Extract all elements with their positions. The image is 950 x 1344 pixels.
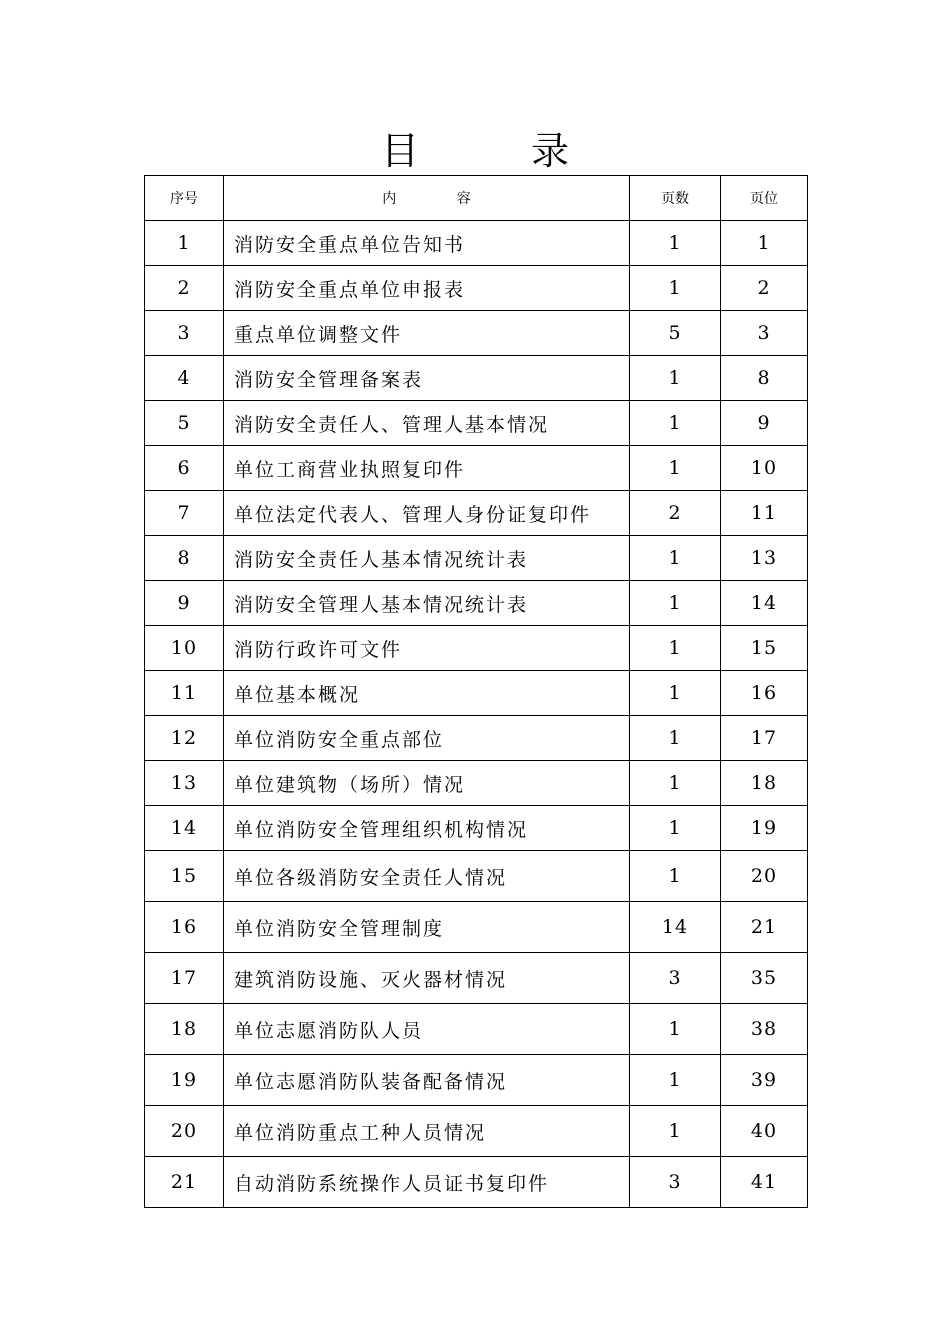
row-pages: 3 — [630, 953, 721, 1004]
row-index: 11 — [145, 671, 224, 716]
row-position: 13 — [721, 536, 808, 581]
row-index: 4 — [145, 356, 224, 401]
row-pages: 1 — [630, 851, 721, 902]
row-position: 15 — [721, 626, 808, 671]
row-index: 19 — [145, 1055, 224, 1106]
table-row — [145, 851, 808, 902]
row-position: 40 — [721, 1106, 808, 1157]
row-content: 单位工商营业执照复印件 — [224, 446, 630, 491]
table-row — [145, 761, 808, 806]
row-content: 单位消防安全管理组织机构情况 — [224, 806, 630, 851]
row-position: 18 — [721, 761, 808, 806]
row-content: 单位消防安全重点部位 — [224, 716, 630, 761]
row-content: 单位志愿消防队装备配备情况 — [224, 1055, 630, 1106]
row-pages: 1 — [630, 221, 721, 266]
table-row — [145, 716, 808, 761]
row-index: 10 — [145, 626, 224, 671]
row-content: 消防安全责任人基本情况统计表 — [224, 536, 630, 581]
row-content: 自动消防系统操作人员证书复印件 — [224, 1157, 630, 1208]
row-position: 3 — [721, 311, 808, 356]
row-pages: 1 — [630, 1106, 721, 1157]
row-pages: 1 — [630, 806, 721, 851]
table-row — [145, 266, 808, 311]
row-content: 单位建筑物（场所）情况 — [224, 761, 630, 806]
table-row — [145, 1004, 808, 1055]
row-position: 8 — [721, 356, 808, 401]
table-row — [145, 953, 808, 1004]
header-content: 内 容 — [224, 176, 630, 221]
row-pages: 1 — [630, 401, 721, 446]
row-position: 35 — [721, 953, 808, 1004]
row-content: 消防安全责任人、管理人基本情况 — [224, 401, 630, 446]
table-row — [145, 311, 808, 356]
row-index: 7 — [145, 491, 224, 536]
header-index: 序号 — [145, 176, 224, 221]
row-pages: 3 — [630, 1157, 721, 1208]
table-body — [145, 221, 808, 1208]
table-row — [145, 581, 808, 626]
table-row — [145, 1055, 808, 1106]
row-index: 14 — [145, 806, 224, 851]
table-header-row — [145, 176, 808, 221]
table-row — [145, 1106, 808, 1157]
header-position: 页位 — [721, 176, 808, 221]
row-pages: 1 — [630, 356, 721, 401]
row-pages: 1 — [630, 1004, 721, 1055]
row-position: 19 — [721, 806, 808, 851]
page-title: 目 录 — [380, 129, 620, 173]
row-index: 20 — [145, 1106, 224, 1157]
row-index: 13 — [145, 761, 224, 806]
row-index: 12 — [145, 716, 224, 761]
table-row — [145, 626, 808, 671]
table-row — [145, 356, 808, 401]
row-index: 16 — [145, 902, 224, 953]
row-index: 6 — [145, 446, 224, 491]
row-content: 消防安全重点单位告知书 — [224, 221, 630, 266]
row-pages: 1 — [630, 446, 721, 491]
row-position: 17 — [721, 716, 808, 761]
row-position: 38 — [721, 1004, 808, 1055]
row-position: 16 — [721, 671, 808, 716]
row-pages: 1 — [630, 266, 721, 311]
row-content: 单位各级消防安全责任人情况 — [224, 851, 630, 902]
table-row — [145, 221, 808, 266]
row-position: 14 — [721, 581, 808, 626]
row-pages: 1 — [630, 1055, 721, 1106]
table-row — [145, 536, 808, 581]
row-pages: 2 — [630, 491, 721, 536]
row-position: 10 — [721, 446, 808, 491]
row-pages: 1 — [630, 761, 721, 806]
table-row — [145, 1157, 808, 1208]
row-index: 8 — [145, 536, 224, 581]
row-pages: 1 — [630, 626, 721, 671]
row-content: 建筑消防设施、灭火器材情况 — [224, 953, 630, 1004]
header-pages: 页数 — [630, 176, 721, 221]
row-index: 9 — [145, 581, 224, 626]
row-content: 单位志愿消防队人员 — [224, 1004, 630, 1055]
row-position: 41 — [721, 1157, 808, 1208]
table-row — [145, 671, 808, 716]
row-pages: 5 — [630, 311, 721, 356]
table-row — [145, 401, 808, 446]
row-index: 21 — [145, 1157, 224, 1208]
row-content: 单位消防重点工种人员情况 — [224, 1106, 630, 1157]
row-position: 11 — [721, 491, 808, 536]
row-index: 3 — [145, 311, 224, 356]
table-row — [145, 806, 808, 851]
row-pages: 14 — [630, 902, 721, 953]
row-content: 单位基本概况 — [224, 671, 630, 716]
table-of-contents — [144, 175, 808, 1208]
row-pages: 1 — [630, 581, 721, 626]
row-index: 18 — [145, 1004, 224, 1055]
row-pages: 1 — [630, 671, 721, 716]
row-position: 39 — [721, 1055, 808, 1106]
row-index: 1 — [145, 221, 224, 266]
table-row — [145, 491, 808, 536]
row-content: 重点单位调整文件 — [224, 311, 630, 356]
row-position: 9 — [721, 401, 808, 446]
row-pages: 1 — [630, 536, 721, 581]
table-row — [145, 902, 808, 953]
table-row — [145, 446, 808, 491]
row-index: 17 — [145, 953, 224, 1004]
row-position: 2 — [721, 266, 808, 311]
row-index: 5 — [145, 401, 224, 446]
row-content: 消防行政许可文件 — [224, 626, 630, 671]
row-position: 21 — [721, 902, 808, 953]
row-index: 2 — [145, 266, 224, 311]
row-index: 15 — [145, 851, 224, 902]
row-content: 消防安全管理人基本情况统计表 — [224, 581, 630, 626]
row-content: 单位消防安全管理制度 — [224, 902, 630, 953]
row-position: 20 — [721, 851, 808, 902]
row-position: 1 — [721, 221, 808, 266]
row-pages: 1 — [630, 716, 721, 761]
row-content: 单位法定代表人、管理人身份证复印件 — [224, 491, 630, 536]
row-content: 消防安全管理备案表 — [224, 356, 630, 401]
row-content: 消防安全重点单位申报表 — [224, 266, 630, 311]
